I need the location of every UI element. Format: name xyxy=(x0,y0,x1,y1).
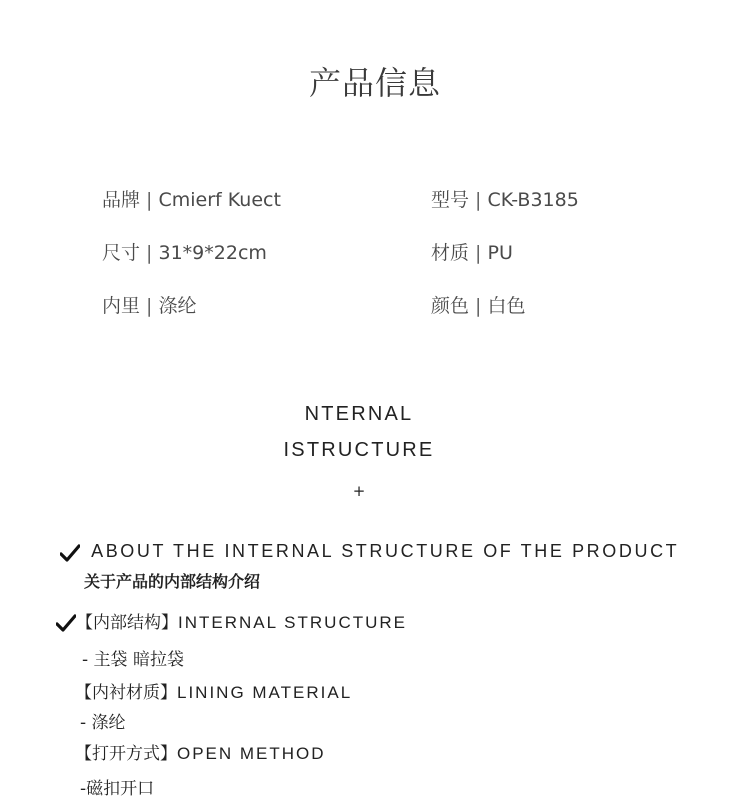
section-heading-line2: ISTRUCTURE xyxy=(283,439,435,461)
spec-separator: | xyxy=(469,295,488,317)
about-heading-en: ABOUT THE INTERNAL STRUCTURE OF THE PRODUCT xyxy=(91,541,680,561)
spec-label: 材质 xyxy=(431,242,470,264)
plus-divider: + xyxy=(352,482,366,500)
spec-label: 内里 xyxy=(102,295,141,317)
spec-value: CK-B3185 xyxy=(487,189,579,211)
spec-label: 型号 xyxy=(431,189,470,211)
spec-separator: | xyxy=(469,189,488,211)
about-heading-cn: 关于产品的内部结构介绍 xyxy=(84,572,261,591)
spec-separator: | xyxy=(140,189,159,211)
item-cn-label: 【打开方式】 xyxy=(75,744,177,764)
item-lining-material-value: - 涤纶 xyxy=(80,713,126,733)
page-title: 产品信息 xyxy=(308,64,441,102)
spec-value: 白色 xyxy=(487,295,526,317)
spec-lining xyxy=(102,291,197,318)
check-icon xyxy=(60,544,80,562)
spec-value: 31*9*22cm xyxy=(158,242,267,264)
item-open-method-heading xyxy=(75,739,326,764)
spec-value: PU xyxy=(487,242,513,264)
item-en-label: OPEN METHOD xyxy=(177,744,326,763)
spec-model xyxy=(431,185,579,212)
about-heading xyxy=(60,541,679,562)
item-lining-material-heading xyxy=(75,678,352,703)
spec-label: 颜色 xyxy=(431,295,470,317)
check-icon xyxy=(56,614,76,632)
spec-separator: | xyxy=(140,295,159,317)
item-en-label: INTERNAL STRUCTURE xyxy=(178,613,407,632)
item-en-label: LINING MATERIAL xyxy=(177,683,353,702)
section-heading-line1: NTERNAL xyxy=(304,403,414,425)
spec-material xyxy=(431,238,513,265)
spec-value: Cmierf Kuect xyxy=(158,189,281,211)
spec-size xyxy=(102,238,267,265)
spec-brand xyxy=(102,185,281,212)
spec-separator: | xyxy=(140,242,159,264)
item-open-method-value: -磁扣开口 xyxy=(80,779,155,799)
spec-value: 涤纶 xyxy=(158,295,197,317)
spec-label: 尺寸 xyxy=(102,242,141,264)
item-internal-structure-heading xyxy=(56,608,407,633)
spec-separator: | xyxy=(469,242,488,264)
item-internal-structure-value: - 主袋 暗拉袋 xyxy=(82,650,184,670)
item-cn-label: 【内部结构】 xyxy=(76,613,178,633)
item-cn-label: 【内衬材质】 xyxy=(75,683,177,703)
spec-label: 品牌 xyxy=(102,189,141,211)
spec-color xyxy=(431,291,526,318)
